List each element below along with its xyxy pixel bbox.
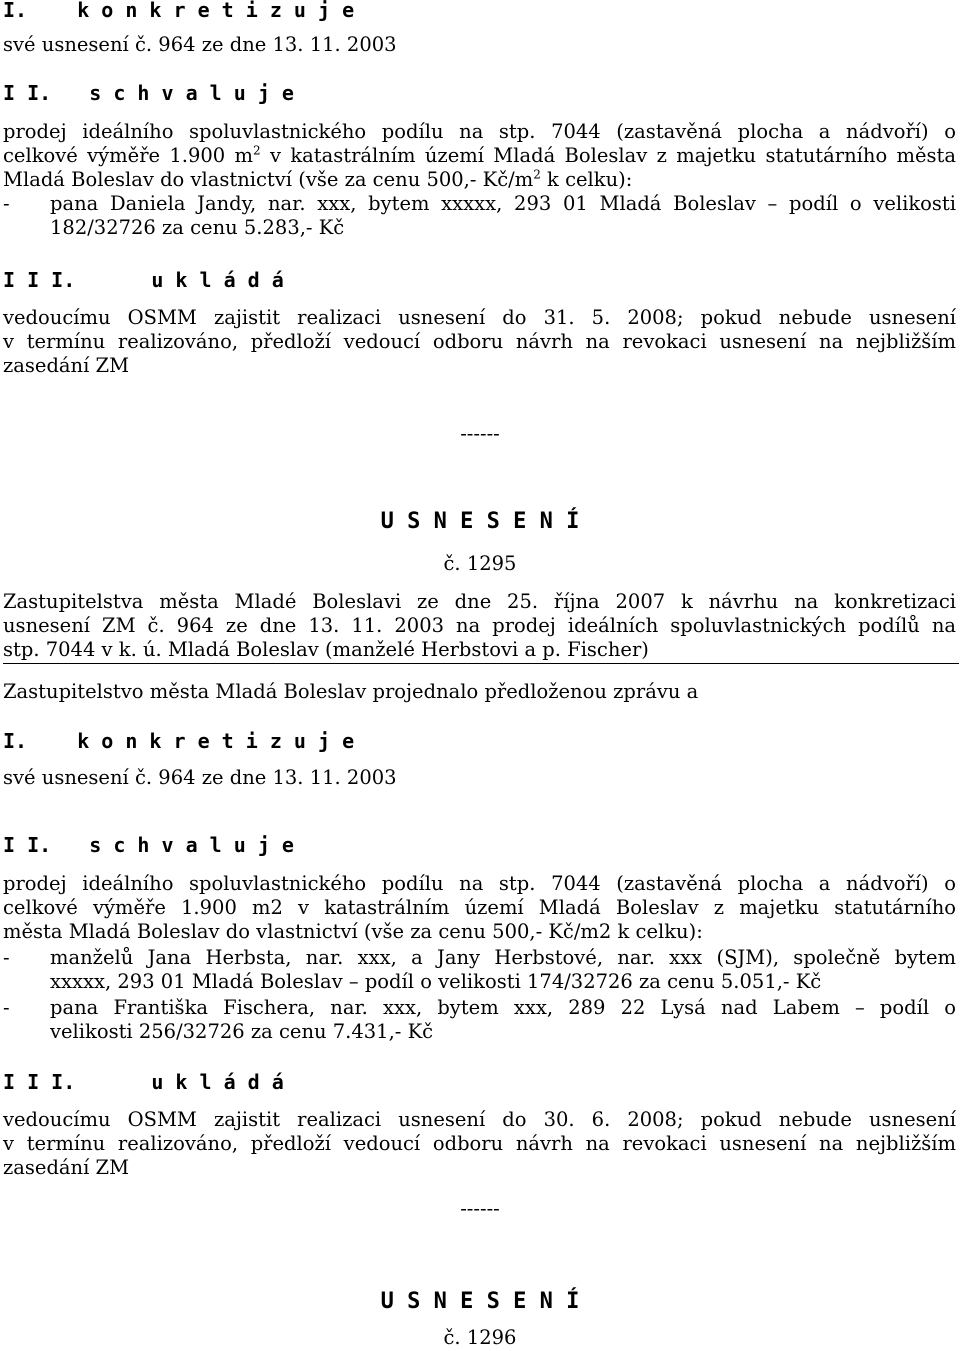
paragraph: své usnesení č. 964 ze dne 13. 11. 2003: [3, 766, 397, 789]
preamble: Zastupitelstvo města Mladá Boleslav projednalo předloženou zprávu a: [3, 680, 699, 703]
paragraph-line: města Mladá Boleslav do vlastnictví (vše za cenu 500,- Kč/m2 k celku):: [3, 920, 703, 943]
section-heading-uklada: [3, 268, 956, 292]
section-verb: k o n k r e t i z u j e: [77, 0, 355, 22]
separator: ------: [460, 422, 500, 445]
list-item-line: pana Daniela Jandy, nar. xxx, bytem xxxxx, 293 01 Mladá Boleslav – podíl o velikosti: [50, 192, 956, 215]
list-item-line: manželů Jana Herbsta, nar. xxx, a Jany Herbstové, nar. xxx (SJM), společně bytem: [50, 946, 956, 969]
list-item-line: pana Františka Fischera, nar. xxx, bytem xxx, 289 22 Lysá nad Labem – podíl o: [50, 996, 956, 1019]
section-number: I I.: [3, 833, 52, 857]
list-item-line: 182/32726 za cenu 5.283,- Kč: [50, 216, 345, 239]
section-number: I.: [3, 729, 28, 753]
list-bullet: -: [3, 996, 10, 1019]
section-heading-konkretizuje: [3, 729, 956, 753]
separator: ------: [460, 1197, 500, 1220]
section-number: I I I.: [3, 268, 76, 292]
paragraph-line: v termínu realizováno, předloží vedoucí odboru návrh na revokaci usnesení na nejbližším: [3, 1132, 956, 1155]
section-verb: s c h v a l u j e: [89, 833, 294, 857]
paragraph-line: vedoucímu OSMM zajistit realizaci usnesení do 31. 5. 2008; pokud nebude usnesení: [3, 306, 956, 329]
paragraph-line: zasedání ZM: [3, 354, 130, 377]
list-item-line: xxxxx, 293 01 Mladá Boleslav – podíl o velikosti 174/32726 za cenu 5.051,- Kč: [50, 970, 822, 993]
section-number: I.: [3, 0, 28, 22]
list-bullet: -: [3, 192, 10, 215]
paragraph-line: prodej ideálního spoluvlastnického podílu na stp. 7044 (zastavěná plocha a nádvoří) o: [3, 120, 956, 143]
resolution-intro-line: stp. 7044 v k. ú. Mladá Boleslav (manželé Herbstovi a p. Fischer): [3, 638, 649, 661]
section-verb: k o n k r e t i z u j e: [77, 729, 355, 753]
list-item-line: velikosti 256/32726 za cenu 7.431,- Kč: [50, 1020, 434, 1043]
resolution-number: č. 1295: [443, 552, 517, 575]
section-verb: u k l á d á: [151, 1070, 284, 1094]
paragraph-line: celkové výměře 1.900 $m^2$ v katastrálním území Mladá Boleslav z majetku statutárního města: [3, 143, 957, 167]
list-bullet: -: [3, 946, 10, 969]
paragraph-line: prodej ideálního spoluvlastnického podílu na stp. 7044 (zastavěná plocha a nádvoří) o: [3, 872, 956, 895]
resolution-number: č. 1296: [443, 1326, 517, 1349]
paragraph-line: v termínu realizováno, předloží vedoucí odboru návrh na revokaci usnesení na nejbližším: [3, 330, 956, 353]
resolution-title: U S N E S E N Í: [380, 509, 580, 534]
paragraph-line: Mladá Boleslav do vlastnictví (vše za cenu 500,- $Kč/m^2$ k celku):: [3, 167, 633, 191]
resolution-intro-line: Zastupitelstva města Mladé Boleslavi ze dne 25. října 2007 k návrhu na konkretizaci: [3, 590, 956, 613]
section-heading-schvaluje: [3, 81, 956, 105]
resolution-intro-line: usnesení ZM č. 964 ze dne 13. 11. 2003 na prodej ideálních spoluvlastnických podílů na: [3, 614, 956, 637]
paragraph-line: vedoucímu OSMM zajistit realizaci usnesení do 30. 6. 2008; pokud nebude usnesení: [3, 1108, 956, 1131]
section-verb: u k l á d á: [151, 268, 284, 292]
section-heading-konkretizuje: [3, 0, 956, 22]
paragraph: své usnesení č. 964 ze dne 13. 11. 2003: [3, 33, 397, 56]
section-heading-schvaluje: [3, 833, 956, 857]
section-heading-uklada: [3, 1070, 956, 1094]
resolution-title: U S N E S E N Í: [380, 1289, 580, 1314]
intro-underline: [3, 663, 959, 664]
section-number: I I.: [3, 81, 52, 105]
section-verb: s c h v a l u j e: [89, 81, 294, 105]
paragraph-line: celkové výměře 1.900 m2 v katastrálním území Mladá Boleslav z majetku statutárního: [3, 896, 956, 919]
section-number: I I I.: [3, 1070, 76, 1094]
paragraph-line: zasedání ZM: [3, 1156, 130, 1179]
